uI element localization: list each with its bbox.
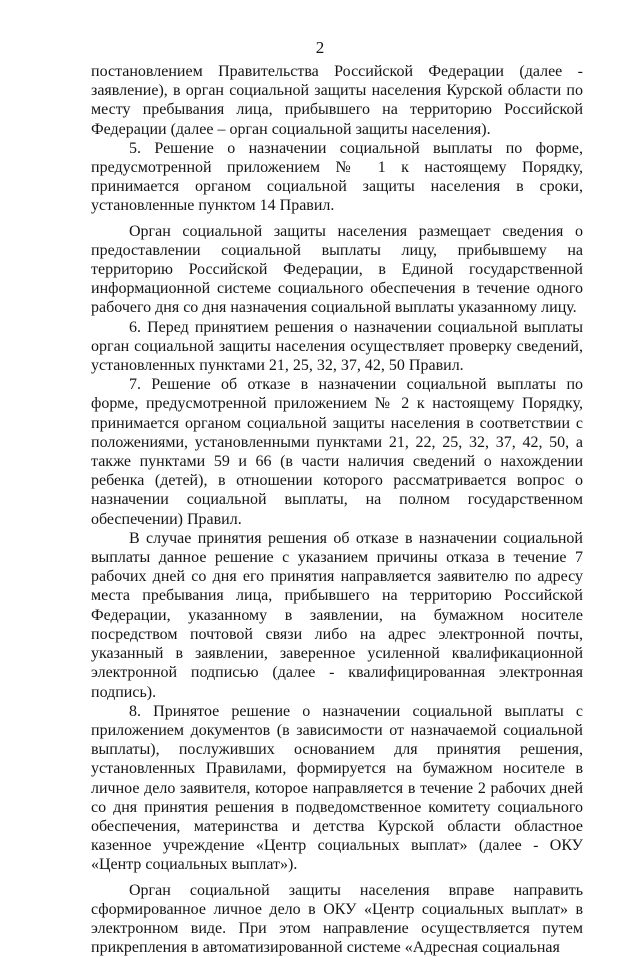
document-body [91,62,583,957]
paragraph-item-7: 7. Решение об отказе в назначении социальной выплаты по форме, предусмотренной приложением № 2 к настоящему Порядку, принимается органом социальной защиты населения в соответствии с положениями, установленными пунктами 21, 22, 25, 32, 37, 42, 50, а также пунктами 59 и 66 (в части наличия сведений о нахождении ребенка (детей), в отношении которого рассматривается вопрос о назначении социальной выплаты, на полном государственном обеспечении) Правил. [91,376,583,528]
paragraph-refusal-notice: В случае принятия решения об отказе в назначении социальной выплаты данное решение с указанием причины отказа в течение 7 рабочих дней со дня его принятия направляется заявителю по адресу места пребывания лица, прибывшего на территорию Российской Федерации, указанному в заявлении, на бумажном носителе посредством почтовой связи либо на адрес электронной почты, указанный в заявлении, заверенное усиленной квалификационной электронной подписью (далее - квалифицированная электронная подпись). [91,529,583,701]
paragraph-item-6: 6. Перед принятием решения о назначении социальной выплаты орган социальной защиты населения осуществляет проверку сведений, установленных пунктами 21, 25, 32, 37, 42, 50 Правил. [91,318,583,375]
page-number: 2 [315,38,325,57]
paragraph-continuation: постановлением Правительства Российской Федерации (далее - заявление), в орган социальной защиты населения Курской области по месту пребывания лица, прибывшего на территорию Российской Федерации (далее – орган социальной защиты населения). [91,63,583,138]
paragraph-item-8: 8. Принятое решение о назначении социальной выплаты с приложением документов (в зависимости от назначаемой социальной выплаты), послуживших основанием для принятия решения, установленных Правилами, формируется на бумажном носителе в личное дело заявителя, которое направляется в течение 2 рабочих дней со дня принятия решения в подведомственное комитету социального обеспечения, материнства и детства Курской области областное казенное учреждение «Центр социальных выплат» (далее - ОКУ «Центр социальных выплат»). [91,702,583,874]
paragraph-item-5: 5. Решение о назначении социальной выплаты по форме, предусмотренной приложением № 1 к настоящему Порядку, принимается органом социальной защиты населения в сроки, установленные пунктом 14 Правил. [91,139,583,215]
paragraph-info-placement: Орган социальной защиты населения размещает сведения о предоставлении социальной выплаты лицу, прибывшему на территорию Российской Федерации, в Единой государственной информационной системе социального обеспечения в течение одного рабочего дня со дня назначения социальной выплаты указанному лицу. [91,222,583,317]
paragraph-electronic-file: Орган социальной защиты населения вправе направить сформированное личное дело в ОКУ «Центр социальных выплат» в электронном виде. При этом направление осуществляется путем прикрепления в автоматизированной системе «Адресная социальная [91,881,583,957]
